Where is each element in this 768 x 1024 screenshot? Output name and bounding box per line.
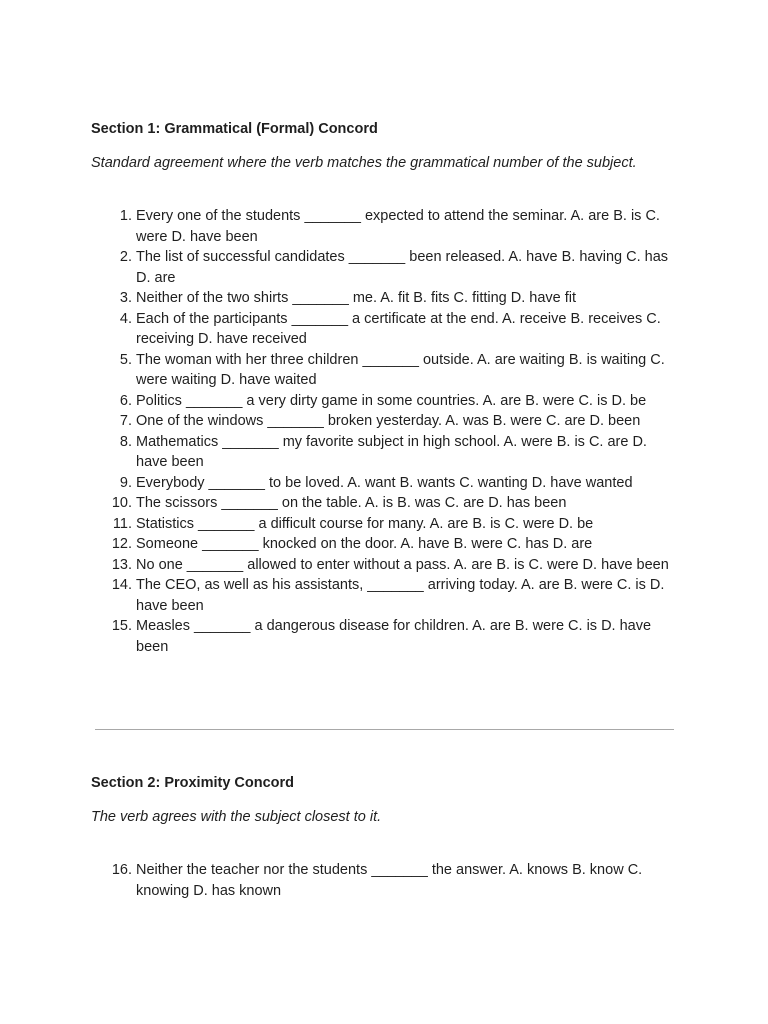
question-item [0, 309, 768, 350]
question-text: Neither the teacher nor the students _______ the answer. A. knows B. know C. knowing D. has known [136, 862, 643, 899]
question-item [0, 288, 768, 309]
question-number: 12. [111, 536, 132, 552]
question-text: The scissors _______ on the table. A. is B. was C. are D. has been [136, 495, 567, 511]
question-text: Statistics _______ a difficult course for many. A. are B. is C. were D. be [136, 515, 594, 532]
question-number: 2. [119, 249, 132, 265]
question-text: The list of successful candidates _______ been released. A. have B. having C. has D. are [136, 249, 669, 286]
question-item [0, 575, 768, 616]
question-text: No one _______ allowed to enter without a pass. A. are B. is C. were D. have been [136, 556, 669, 573]
question-number: 11. [112, 515, 132, 532]
question-item [0, 206, 768, 247]
question-text: Someone _______ knocked on the door. A. have B. were C. has D. are [136, 536, 593, 552]
question-item [0, 432, 768, 473]
question-number: 7. [119, 413, 132, 429]
question-number: 1. [119, 208, 132, 224]
section-2-question-list [0, 860, 768, 901]
question-number: 4. [119, 310, 132, 327]
question-number: 15. [111, 618, 132, 634]
question-number: 13. [111, 556, 132, 573]
question-text: The CEO, as well as his assistants, _______ arriving today. A. are B. were C. is D. have been [136, 577, 665, 614]
question-number: 8. [119, 433, 132, 450]
question-number: 16. [111, 862, 132, 878]
question-number: 6. [119, 392, 132, 409]
question-text: Each of the participants _______ a certificate at the end. A. receive B. receives C. receiving D. have received [136, 310, 661, 347]
question-number: 3. [119, 290, 132, 306]
question-item [0, 411, 768, 432]
question-text: The woman with her three children _______ outside. A. are waiting B. is waiting C. were waiting D. have waited [136, 351, 665, 388]
question-number: 14. [111, 577, 132, 593]
question-item [0, 473, 768, 494]
question-text: One of the windows _______ broken yesterday. A. was B. were C. are D. been [136, 413, 641, 429]
question-item [0, 493, 768, 514]
question-item [0, 391, 768, 412]
section-2-description: The verb agrees with the subject closest to it. [91, 809, 382, 825]
section-1-question-list [0, 206, 768, 657]
question-item [0, 616, 768, 657]
question-item [0, 534, 768, 555]
question-item [0, 514, 768, 535]
question-number: 10. [111, 495, 132, 511]
section-1-description: Standard agreement where the verb matches the grammatical number of the subject. [91, 155, 637, 171]
section-1-title: Section 1: Grammatical (Formal) Concord [91, 121, 378, 137]
section-divider [95, 729, 674, 730]
question-text: Every one of the students _______ expected to attend the seminar. A. are B. is C. were D. have been [136, 208, 660, 245]
question-number: 5. [119, 351, 132, 368]
question-item [0, 247, 768, 288]
section-2-title: Section 2: Proximity Concord [91, 775, 295, 791]
question-text: Politics _______ a very dirty game in some countries. A. are B. were C. is D. be [136, 392, 647, 409]
question-text: Everybody _______ to be loved. A. want B. wants C. wanting D. have wanted [136, 474, 633, 491]
question-item [0, 555, 768, 576]
question-text: Neither of the two shirts _______ me. A. fit B. fits C. fitting D. have fit [136, 290, 577, 306]
question-text: Measles _______ a dangerous disease for children. A. are B. were C. is D. have been [136, 618, 652, 655]
question-text: Mathematics _______ my favorite subject in high school. A. were B. is C. are D. have been [136, 433, 647, 470]
question-item [0, 350, 768, 391]
question-item [0, 860, 768, 901]
question-number: 9. [119, 474, 132, 491]
